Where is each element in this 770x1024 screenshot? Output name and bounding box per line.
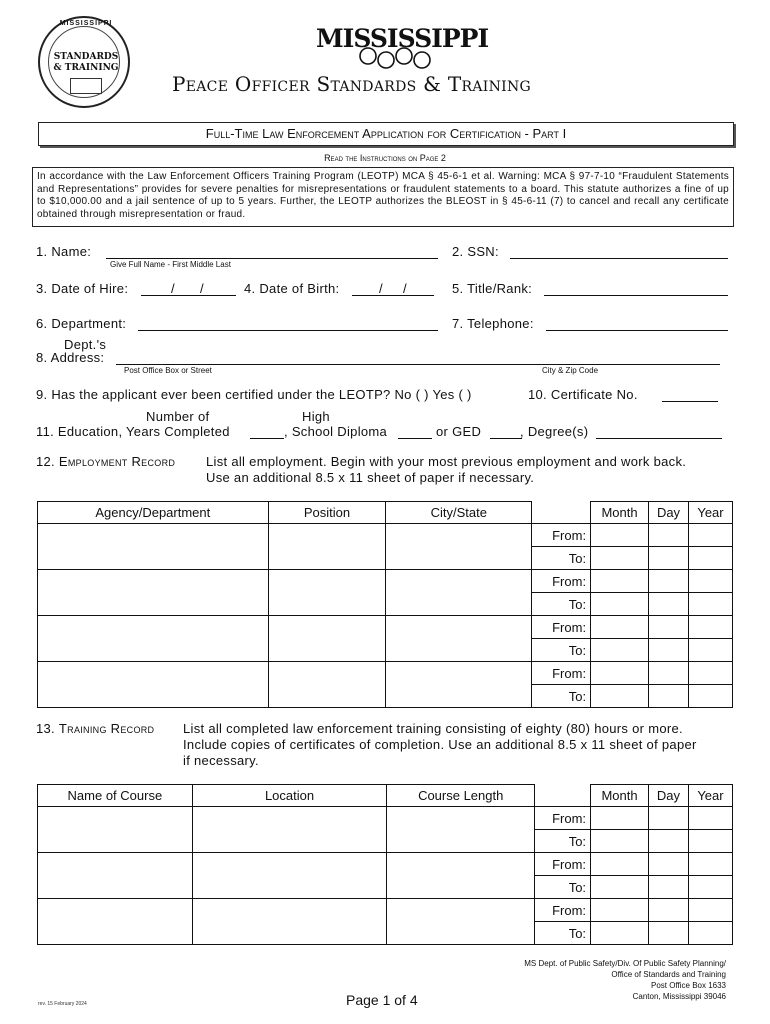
training-section-heading bbox=[36, 721, 154, 736]
certificate-number-label: 10. Certificate No. bbox=[528, 387, 638, 402]
olympic-rings-icon bbox=[354, 46, 444, 70]
to-label: To: bbox=[532, 593, 591, 616]
day-cell[interactable] bbox=[649, 593, 689, 616]
training-instructions-line2: Include copies of certificates of completion. Use an additional 8.5 x 11 sheet of paper bbox=[183, 737, 697, 752]
day-cell[interactable] bbox=[648, 853, 688, 876]
year-cell[interactable] bbox=[688, 524, 732, 547]
col-agency-department: Agency/Department bbox=[38, 502, 269, 524]
name-label: 1. Name: bbox=[36, 244, 92, 259]
read-instructions-note: Read the Instructions on Page 2 bbox=[324, 153, 446, 163]
col-range-label bbox=[535, 785, 591, 807]
ssn-input-line[interactable] bbox=[510, 258, 728, 259]
to-label: To: bbox=[535, 876, 591, 899]
day-cell[interactable] bbox=[649, 685, 689, 708]
seal-emblem bbox=[70, 78, 102, 94]
page-number: Page 1 of 4 bbox=[346, 992, 418, 1008]
telephone-label: 7. Telephone: bbox=[452, 316, 534, 331]
number-of-caption: Number of bbox=[146, 409, 210, 424]
training-table bbox=[37, 784, 733, 945]
name-input-line[interactable] bbox=[106, 258, 438, 259]
year-cell[interactable] bbox=[688, 830, 732, 853]
col-city-state: City/State bbox=[386, 502, 532, 524]
col-month: Month bbox=[591, 502, 649, 524]
table-row bbox=[38, 899, 733, 922]
employment-position-cell[interactable] bbox=[268, 616, 386, 662]
from-label: From: bbox=[532, 616, 591, 639]
birth-date-slash-2: / bbox=[403, 281, 407, 296]
year-cell[interactable] bbox=[688, 547, 732, 570]
training-instructions-line3: if necessary. bbox=[183, 753, 259, 768]
degrees-input-line[interactable] bbox=[596, 438, 722, 439]
pst-seal bbox=[38, 16, 130, 108]
from-label: From: bbox=[535, 899, 591, 922]
address-line-4: Canton, Mississippi 39046 bbox=[632, 992, 726, 1001]
training-location-cell[interactable] bbox=[192, 853, 387, 899]
month-cell[interactable] bbox=[591, 570, 649, 593]
month-cell[interactable] bbox=[591, 639, 649, 662]
form-title: Full-Time Law Enforcement Application for Certification - Part I bbox=[38, 122, 734, 146]
employment-agency-cell[interactable] bbox=[38, 524, 269, 570]
revision-date: rev. 15 February 2024 bbox=[38, 1001, 87, 1007]
employment-table bbox=[37, 501, 733, 708]
day-cell[interactable] bbox=[648, 830, 688, 853]
training-section-number: 13. bbox=[36, 721, 55, 736]
department-label: 6. Department: bbox=[36, 316, 127, 331]
training-instructions-line1: List all completed law enforcement training consisting of eighty (80) hours or more. bbox=[183, 721, 683, 736]
title-rank-label: 5. Title/Rank: bbox=[452, 281, 533, 296]
legal-warning: In accordance with the Law Enforcement Officers Training Program (LEOTP) MCA § 45-6-1 et al. Warning: MCA § 97-7-10 “Fraudulent Statements and Representations” provides for severe penalties for misrepresentations or fraudulent statements to a board. This statute authorizes a fine of up to $10,000.00 and a jail sentence of up to 5 years. Further, the LEOTP authorizes the BLEOST in § 45-6-11 (7) to cancel and recall any certificate obtained through misrepresentation or fraud. bbox=[32, 167, 734, 227]
training-location-cell[interactable] bbox=[192, 899, 387, 945]
month-cell[interactable] bbox=[591, 807, 649, 830]
training-length-cell[interactable] bbox=[387, 899, 535, 945]
department-input-line[interactable] bbox=[138, 330, 438, 331]
col-year: Year bbox=[688, 502, 732, 524]
employment-position-cell[interactable] bbox=[268, 662, 386, 708]
year-cell[interactable] bbox=[688, 570, 732, 593]
employment-agency-cell[interactable] bbox=[38, 570, 269, 616]
year-cell[interactable] bbox=[688, 685, 732, 708]
year-cell[interactable] bbox=[688, 876, 732, 899]
ssn-label: 2. SSN: bbox=[452, 244, 499, 259]
col-course-name: Name of Course bbox=[38, 785, 193, 807]
month-cell[interactable] bbox=[591, 922, 649, 945]
employment-section-title: Employment Record bbox=[58, 454, 176, 469]
employment-table-header bbox=[38, 502, 733, 524]
employment-agency-cell[interactable] bbox=[38, 616, 269, 662]
col-day: Day bbox=[648, 785, 688, 807]
dept-address-prefix: Dept.'s bbox=[64, 337, 107, 352]
certificate-number-input-line[interactable] bbox=[662, 401, 718, 402]
training-length-cell[interactable] bbox=[387, 807, 535, 853]
training-course-cell[interactable] bbox=[38, 899, 193, 945]
employment-section-heading bbox=[36, 454, 175, 469]
month-cell[interactable] bbox=[591, 524, 649, 547]
col-year: Year bbox=[688, 785, 732, 807]
day-cell[interactable] bbox=[649, 616, 689, 639]
table-row bbox=[38, 524, 733, 547]
month-cell[interactable] bbox=[591, 662, 649, 685]
col-range-label bbox=[532, 502, 591, 524]
col-position: Position bbox=[268, 502, 386, 524]
ged-input-line[interactable] bbox=[490, 438, 522, 439]
ged-label: or GED bbox=[436, 424, 482, 439]
to-label: To: bbox=[535, 830, 591, 853]
day-cell[interactable] bbox=[649, 547, 689, 570]
title-rank-input-line[interactable] bbox=[544, 295, 728, 296]
employment-city-cell[interactable] bbox=[386, 662, 532, 708]
month-cell[interactable] bbox=[591, 853, 649, 876]
address-line-3: Post Office Box 1633 bbox=[650, 981, 726, 990]
year-cell[interactable] bbox=[688, 922, 732, 945]
agency-address-block bbox=[426, 958, 726, 1002]
education-label: 11. Education, Years Completed bbox=[36, 424, 230, 439]
training-location-cell[interactable] bbox=[192, 807, 387, 853]
address-input-line[interactable] bbox=[116, 364, 720, 365]
to-label: To: bbox=[532, 639, 591, 662]
address-line-1: MS Dept. of Public Safety/Div. Of Public Safety Planning/ bbox=[524, 959, 726, 968]
address-hint-street: Post Office Box or Street bbox=[124, 366, 212, 375]
seal-text-line2: & TRAINING bbox=[53, 63, 119, 73]
col-day: Day bbox=[649, 502, 689, 524]
years-completed-input-line[interactable] bbox=[250, 438, 284, 439]
day-cell[interactable] bbox=[649, 570, 689, 593]
month-cell[interactable] bbox=[591, 899, 649, 922]
day-cell[interactable] bbox=[649, 524, 689, 547]
table-row bbox=[38, 853, 733, 876]
from-label: From: bbox=[532, 662, 591, 685]
day-cell[interactable] bbox=[648, 807, 688, 830]
telephone-input-line[interactable] bbox=[546, 330, 728, 331]
school-diploma-label: , School Diploma bbox=[284, 424, 388, 439]
seal-arc-text: MISSISSIPPI bbox=[59, 20, 113, 27]
year-cell[interactable] bbox=[688, 593, 732, 616]
from-label: From: bbox=[532, 570, 591, 593]
hire-date-slash-1: / bbox=[171, 281, 175, 296]
day-cell[interactable] bbox=[649, 639, 689, 662]
hire-date-slash-2: / bbox=[200, 281, 204, 296]
table-row bbox=[38, 616, 733, 639]
to-label: To: bbox=[532, 685, 591, 708]
hire-date-input-line[interactable] bbox=[141, 295, 236, 296]
month-cell[interactable] bbox=[591, 876, 649, 899]
employment-section-number: 12. bbox=[36, 454, 55, 469]
state-logo-text: MISSISSIPPI bbox=[316, 24, 489, 53]
employment-city-cell[interactable] bbox=[386, 616, 532, 662]
year-cell[interactable] bbox=[688, 807, 732, 830]
year-cell[interactable] bbox=[688, 853, 732, 876]
seal-text-line1: STANDARDS bbox=[53, 52, 119, 62]
high-caption: High bbox=[302, 409, 330, 424]
birth-date-slash-1: / bbox=[379, 281, 383, 296]
address-hint-city: City & Zip Code bbox=[542, 366, 599, 375]
degrees-label: , Degree(s) bbox=[520, 424, 589, 439]
col-course-length: Course Length bbox=[387, 785, 535, 807]
address-line-2: Office of Standards and Training bbox=[611, 970, 726, 979]
training-section-title: Training Record bbox=[58, 721, 155, 736]
month-cell[interactable] bbox=[591, 593, 649, 616]
certified-question: 9. Has the applicant ever been certified under the LEOTP? No ( ) Yes ( ) bbox=[36, 387, 472, 402]
address-label: 8. Address: bbox=[36, 350, 105, 365]
year-cell[interactable] bbox=[688, 616, 732, 639]
col-location: Location bbox=[192, 785, 387, 807]
employment-agency-cell[interactable] bbox=[38, 662, 269, 708]
table-row bbox=[38, 570, 733, 593]
year-cell[interactable] bbox=[688, 899, 732, 922]
day-cell[interactable] bbox=[648, 899, 688, 922]
agency-name: Peace Officer Standards & Training bbox=[172, 72, 532, 96]
day-cell[interactable] bbox=[648, 922, 688, 945]
school-diploma-input-line[interactable] bbox=[398, 438, 432, 439]
table-row bbox=[38, 807, 733, 830]
employment-instructions-line2: Use an additional 8.5 x 11 sheet of paper if necessary. bbox=[206, 470, 535, 485]
year-cell[interactable] bbox=[688, 639, 732, 662]
month-cell[interactable] bbox=[591, 547, 649, 570]
year-cell[interactable] bbox=[688, 662, 732, 685]
to-label: To: bbox=[535, 922, 591, 945]
birth-date-input-line[interactable] bbox=[352, 295, 434, 296]
hire-date-label: 3. Date of Hire: bbox=[36, 281, 129, 296]
name-hint: Give Full Name - First Middle Last bbox=[110, 260, 231, 269]
day-cell[interactable] bbox=[649, 662, 689, 685]
month-cell[interactable] bbox=[591, 830, 649, 853]
from-label: From: bbox=[535, 807, 591, 830]
training-course-cell[interactable] bbox=[38, 807, 193, 853]
employment-position-cell[interactable] bbox=[268, 570, 386, 616]
training-table-header bbox=[38, 785, 733, 807]
employment-city-cell[interactable] bbox=[386, 524, 532, 570]
training-length-cell[interactable] bbox=[387, 853, 535, 899]
training-course-cell[interactable] bbox=[38, 853, 193, 899]
employment-instructions-line1: List all employment. Begin with your most previous employment and work back. bbox=[206, 454, 687, 469]
from-label: From: bbox=[535, 853, 591, 876]
to-label: To: bbox=[532, 547, 591, 570]
employment-position-cell[interactable] bbox=[268, 524, 386, 570]
from-label: From: bbox=[532, 524, 591, 547]
month-cell[interactable] bbox=[591, 685, 649, 708]
col-month: Month bbox=[591, 785, 649, 807]
day-cell[interactable] bbox=[648, 876, 688, 899]
birth-date-label: 4. Date of Birth: bbox=[244, 281, 340, 296]
table-row bbox=[38, 662, 733, 685]
employment-city-cell[interactable] bbox=[386, 570, 532, 616]
month-cell[interactable] bbox=[591, 616, 649, 639]
